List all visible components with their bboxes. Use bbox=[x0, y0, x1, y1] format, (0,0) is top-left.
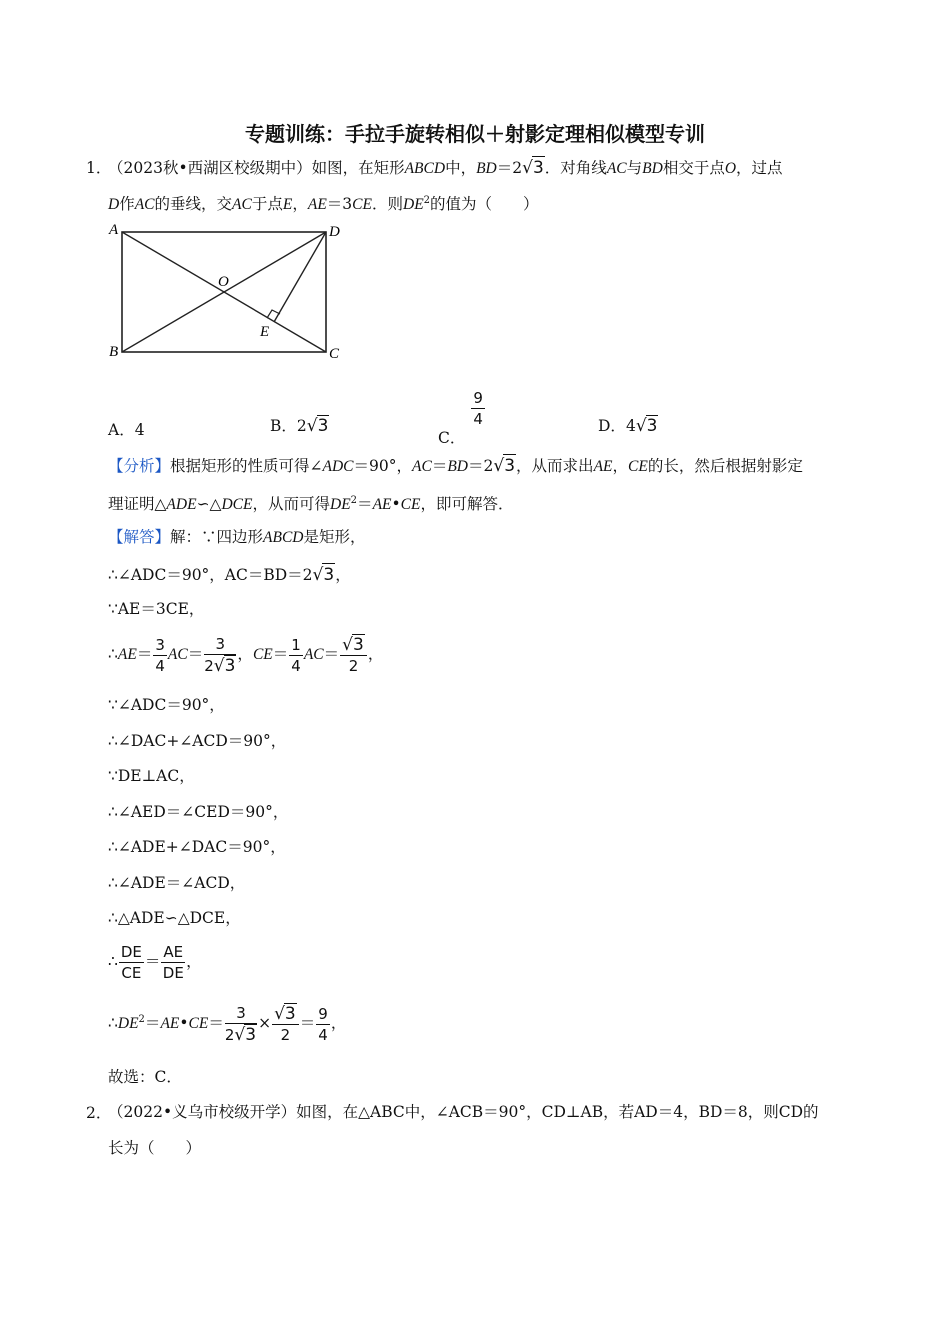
solution-step-6: ∵DE⊥AC， bbox=[108, 767, 195, 785]
solution-step-3: ∴AE＝ $\frac{3}{4}$ AC＝ $\frac{3}{2√3}$ ，CE＝ $\frac{1}{4}$ AC＝ $\frac{√3}{2}$ ， bbox=[108, 635, 384, 676]
option-c[interactable]: C． $\frac{9}{4}$ bbox=[438, 389, 483, 447]
solution-step-5: ∴∠DAC+∠ACD＝90°， bbox=[108, 732, 287, 750]
option-b[interactable]: B．2√3 bbox=[270, 416, 329, 436]
label-o: O bbox=[218, 274, 229, 290]
analysis-line-1: 【分析】根据矩形的性质可得∠ADC＝90°，AC＝BD＝2√3，从而求出AE，CE的长，然后根据射影定 bbox=[108, 456, 803, 476]
page-title: 专题训练：手拉手旋转相似＋射影定理相似模型专训 bbox=[245, 122, 705, 146]
solution-step-8: ∴∠ADE+∠DAC＝90°， bbox=[108, 838, 286, 856]
solution-step-11: ∴ $\frac{DE}{CE}$ ＝ $\frac{AE}{DE}$ ， bbox=[108, 943, 202, 982]
solution-step-9: ∴∠ADE＝∠ACD， bbox=[108, 874, 246, 892]
solution-step-2: ∵AE＝3CE， bbox=[108, 600, 205, 618]
label-c: C bbox=[329, 346, 340, 362]
label-b: B bbox=[109, 344, 119, 360]
answer-line: 故选：C． bbox=[108, 1068, 182, 1086]
analysis-line-2: 理证明△ADE∽△DCE，从而可得$DE^2=AE•CE$，即可解答． bbox=[108, 495, 514, 514]
label-d: D bbox=[329, 224, 340, 240]
q2-line-2: 长为（ ） bbox=[108, 1139, 202, 1157]
solution-step-7: ∴∠AED＝∠CED＝90°， bbox=[108, 803, 289, 821]
option-d[interactable]: D．4√3 bbox=[598, 416, 658, 436]
solution-step-1: ∴∠ADC＝90°，AC＝BD＝2√3， bbox=[108, 565, 351, 585]
solution-step-4: ∵∠ADC＝90°， bbox=[108, 696, 225, 714]
rectangle-figure bbox=[104, 220, 354, 365]
q1-line-2: D作AC的垂线，交AC于点E，AE＝3CE．则$DE^2$的值为（ ） bbox=[108, 195, 539, 214]
label-a: A bbox=[109, 222, 119, 238]
label-e: E bbox=[260, 324, 270, 340]
q1-line-1: （2023秋•西湖区校级期中）如图，在矩形ABCD中，BD＝2√3．对角线AC与BD相交于点O，过点 bbox=[108, 158, 783, 178]
question-number-2: 2． bbox=[86, 1104, 112, 1122]
solution-line-1: 【解答】解：∵四边形ABCD是矩形， bbox=[108, 528, 366, 546]
question-number: 1． bbox=[86, 159, 112, 177]
option-a[interactable]: A．4 bbox=[108, 421, 145, 439]
solution-step-10: ∴△ADE∽△DCE， bbox=[108, 909, 241, 927]
q2-line-1: （2022•义乌市校级开学）如图，在△ABC中，∠ACB＝90°，CD⊥AB，若AD＝4，BD＝8，则CD的 bbox=[108, 1103, 819, 1121]
solution-step-12: $\therefore DE^2=AE•CE=$ $\frac{3}{2√3}$ × $\frac{√3}{2}$ ＝ $\frac{9}{4}$ ， bbox=[108, 1004, 347, 1045]
